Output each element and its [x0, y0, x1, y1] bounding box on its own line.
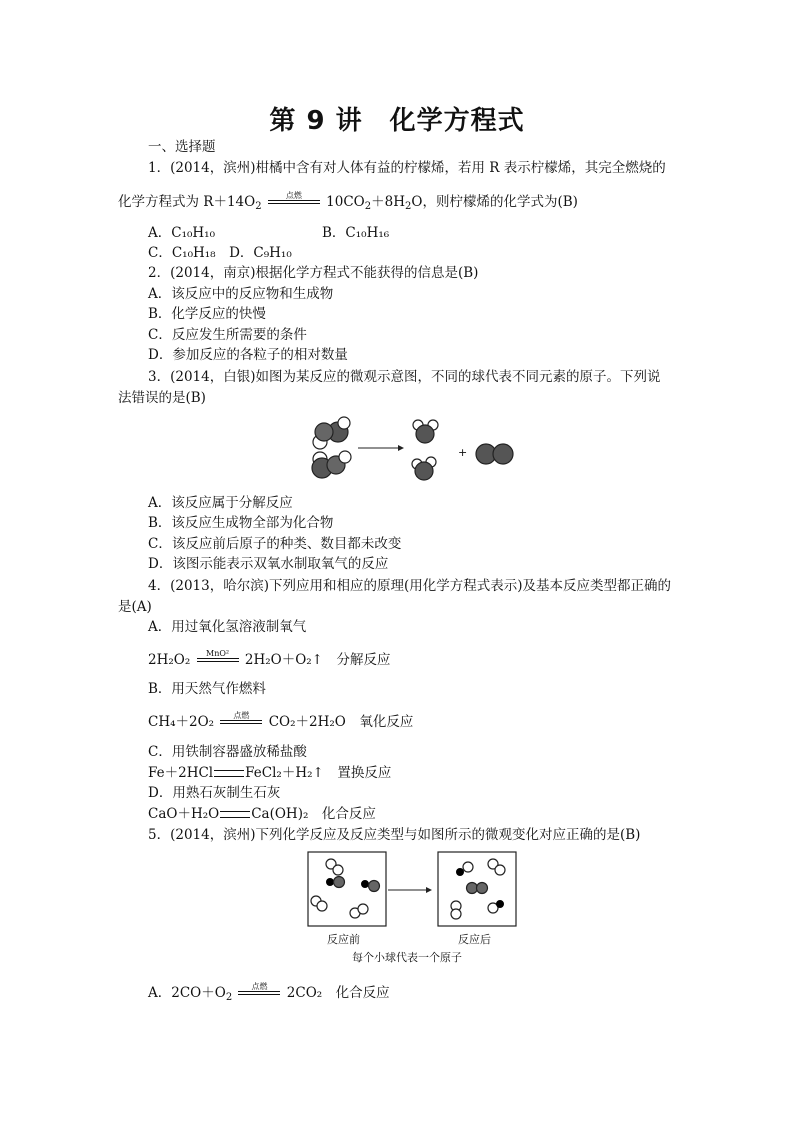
- plus-sign: +: [458, 446, 468, 459]
- reactant-molecule-1: [313, 417, 350, 449]
- q3-stem-line1: 3．(2014，白银)如图为某反应的微观示意图，不同的球代表不同元素的原子。下列说: [148, 369, 661, 385]
- q4-option-c-equation: Fe＋2HCl FeCl₂＋H₂↑ 置换反应: [148, 765, 392, 781]
- q1-stem-line1: 1．(2014，滨州)柑橘中含有对人体有益的柠檬烯，若用 R 表示柠檬烯，其完全燃烧的: [148, 160, 666, 176]
- q4-option-a-equation: 2H₂O₂ MnO² 2H₂O＋O₂↑ 分解反应: [148, 648, 391, 668]
- q5-stem: 5．(2014，滨州)下列化学反应及反应类型与如图所示的微观变化对应正确的是(B): [148, 827, 641, 843]
- reactant-molecule-2: [312, 451, 351, 478]
- q1-option-cd: C．C₁₀H₁₈ D．C₉H₁₀: [148, 245, 292, 261]
- q2-stem: 2．(2014，南京)根据化学方程式不能获得的信息是(B): [148, 265, 479, 281]
- diagram-caption: 每个小球代表一个原子: [352, 951, 462, 964]
- q3-micro-diagram: [300, 412, 530, 490]
- q1-option-b: B．C₁₀H₁₆: [322, 225, 390, 241]
- q4-option-b-equation: CH₄＋2O₂ 点燃 CO₂＋2H₂O 氧化反应: [148, 710, 414, 730]
- product-oxygen: [476, 444, 513, 464]
- q1-stem-line2: 化学方程式为 $R+14O_2$ 点燃 $10CO_2+8H_2O$，则柠檬烯的化学式为(B): [118, 190, 578, 212]
- q4-option-d: D．用熟石灰制生石灰: [148, 785, 281, 801]
- product-water-2: [412, 457, 436, 480]
- q2-option-b: B．化学反应的快慢: [148, 306, 266, 322]
- q3-option-b: B．该反应生成物全部为化合物: [148, 515, 334, 531]
- page-title: 第 9 讲 化学方程式: [269, 106, 525, 136]
- q3-option-c: C．该反应前后原子的种类、数目都未改变: [148, 536, 402, 552]
- q5-micro-diagram: [300, 848, 530, 966]
- q2-option-a: A．该反应中的反应物和生成物: [148, 286, 334, 302]
- reaction-arrow: [358, 445, 404, 451]
- q3-option-d: D．该图示能表示双氧水制取氧气的反应: [148, 556, 389, 572]
- q5-option-a: A．$2CO+O_2$ 点燃 2CO₂ 化合反应: [148, 981, 390, 1003]
- after-atoms: [451, 859, 505, 919]
- q2-option-c: C．反应发生所需要的条件: [148, 327, 307, 343]
- arrow: [388, 887, 432, 893]
- q4-stem-line2: 是(A): [118, 599, 152, 615]
- before-atoms: [311, 859, 380, 918]
- before-label: 反应前: [327, 933, 360, 946]
- q4-option-c: C．用铁制容器盛放稀盐酸: [148, 744, 307, 760]
- q4-option-b: B．用天然气作燃料: [148, 681, 266, 697]
- q3-stem-line2: 法错误的是(B): [118, 390, 206, 406]
- after-label: 反应后: [458, 933, 491, 946]
- q1-equation-sign: 点燃: [266, 197, 322, 209]
- section-heading: 一、选择题: [148, 139, 216, 155]
- q4-stem-line1: 4．(2013，哈尔滨)下列应用和相应的原理(用化学方程式表示)及基本反应类型都正确的: [148, 578, 672, 594]
- product-water-1: [413, 420, 438, 443]
- q2-option-d: D．参加反应的各粒子的相对数量: [148, 347, 348, 363]
- q4-option-a: A．用过氧化氢溶液制氧气: [148, 619, 307, 635]
- q3-option-a: A．该反应属于分解反应: [148, 495, 293, 511]
- q4-option-d-equation: CaO＋H₂O Ca(OH)₂ 化合反应: [148, 806, 376, 822]
- q1-option-a: A．C₁₀H₁₀: [148, 225, 215, 241]
